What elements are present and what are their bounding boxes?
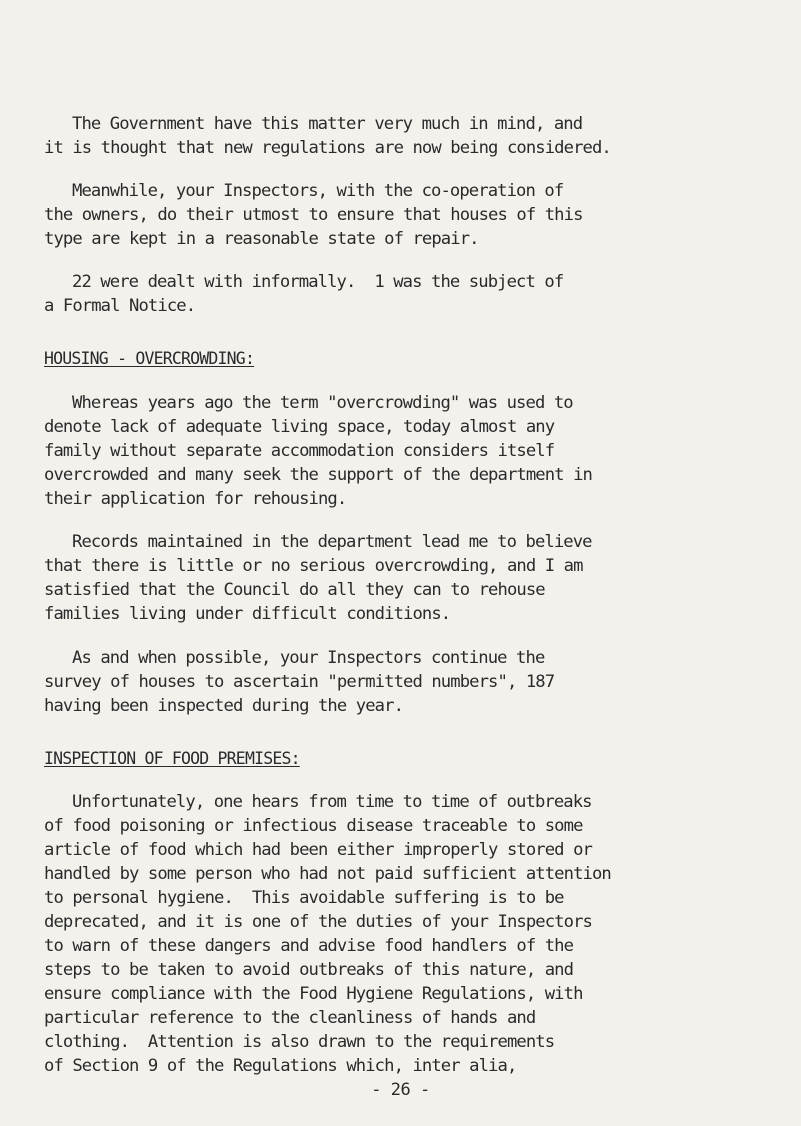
text-line: families living under difficult conditions. — [44, 604, 451, 624]
text-line: survey of houses to ascertain "permitted numbers", 187 — [44, 672, 555, 692]
text-line: a Formal Notice. — [44, 296, 196, 316]
text-line: the owners, do their utmost to ensure that houses of this — [44, 205, 583, 225]
page-number: - 26 - — [371, 1080, 430, 1100]
text-line: of Section 9 of the Regulations which, inter alia, — [44, 1056, 517, 1076]
text-line: that there is little or no serious overcrowding, and I am — [44, 556, 583, 576]
text-line: their application for rehousing. — [44, 489, 347, 509]
text-line: family without separate accommodation considers itself — [44, 441, 555, 461]
text-line: particular reference to the cleanliness of hands and — [44, 1008, 536, 1028]
text-line: having been inspected during the year. — [44, 696, 404, 716]
text-line: of food poisoning or infectious disease traceable to some — [44, 816, 583, 836]
text-line: to warn of these dangers and advise food handlers of the — [44, 936, 574, 956]
text-line: ensure compliance with the Food Hygiene Regulations, with — [44, 984, 583, 1004]
text-line: Records maintained in the department lead me to believe — [72, 532, 592, 552]
text-line: it is thought that new regulations are now being considered. — [44, 138, 611, 158]
text-line: Unfortunately, one hears from time to time of outbreaks — [72, 792, 592, 812]
text-line: overcrowded and many seek the support of the department in — [44, 465, 592, 485]
text-line: Meanwhile, your Inspectors, with the co-operation of — [72, 181, 564, 201]
text-line: to personal hygiene. This avoidable suffering is to be — [44, 888, 564, 908]
text-line: Whereas years ago the term "overcrowding" was used to — [72, 393, 573, 413]
section-heading-food-premises: INSPECTION OF FOOD PREMISES: — [44, 749, 300, 768]
text-line: clothing. Attention is also drawn to the requirements — [44, 1032, 555, 1052]
text-line: denote lack of adequate living space, today almost any — [44, 417, 555, 437]
text-line: steps to be taken to avoid outbreaks of this nature, and — [44, 960, 574, 980]
text-line: 22 were dealt with informally. 1 was the subject of — [72, 272, 564, 292]
text-line: The Government have this matter very much in mind, and — [72, 114, 583, 134]
text-line: type are kept in a reasonable state of repair. — [44, 229, 479, 249]
text-line: As and when possible, your Inspectors continue the — [72, 648, 545, 668]
text-line: handled by some person who had not paid sufficient attention — [44, 864, 611, 884]
text-line: deprecated, and it is one of the duties of your Inspectors — [44, 912, 592, 932]
section-heading-housing: HOUSING - OVERCROWDING: — [44, 349, 255, 368]
text-line: article of food which had been either improperly stored or — [44, 840, 592, 860]
text-line: satisfied that the Council do all they can to rehouse — [44, 580, 545, 600]
